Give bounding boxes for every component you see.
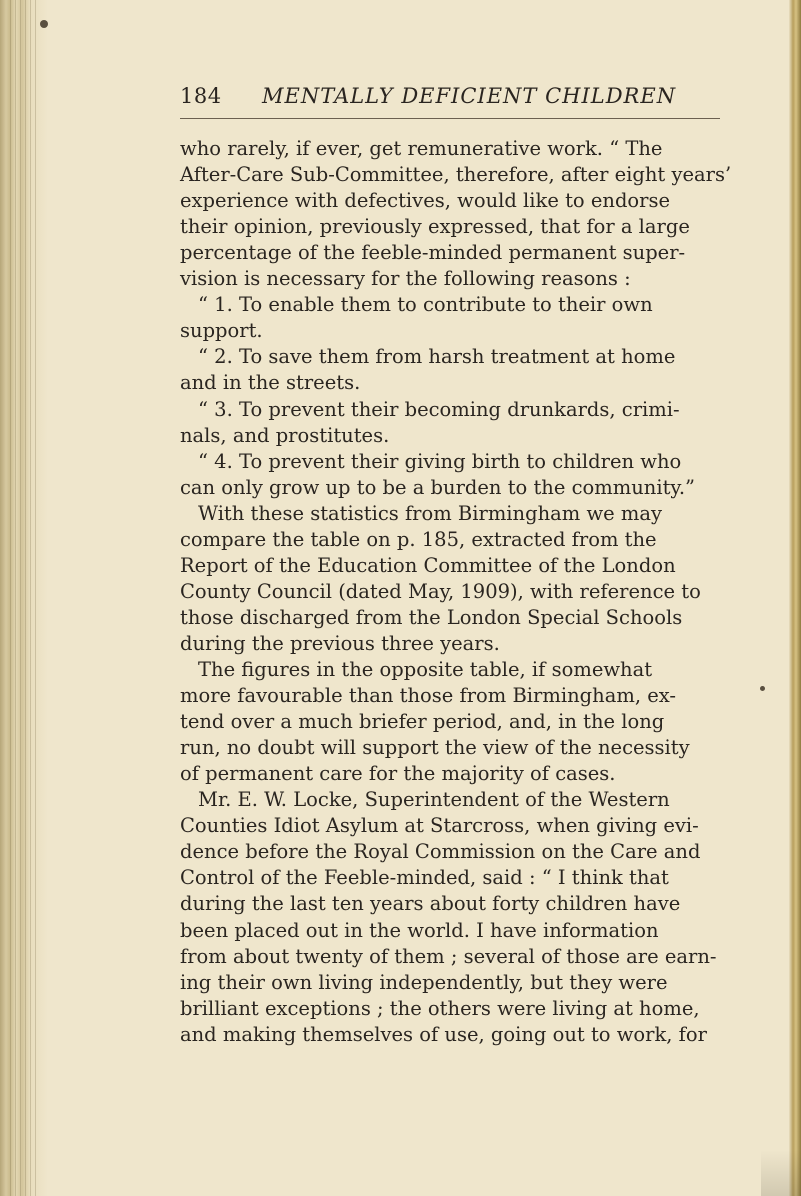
text-line: Counties Idiot Asylum at Starcross, when giving evi- bbox=[180, 814, 699, 838]
text-line: Mr. E. W. Locke, Superintendent of the Western bbox=[198, 788, 670, 812]
text-line: from about twenty of them ; several of those are earn- bbox=[180, 944, 717, 968]
text-line: who rarely, if ever, get remunerative work. “ The bbox=[180, 137, 663, 160]
text-line: Control of the Feeble-minded, said : “ I think that bbox=[180, 866, 669, 890]
running-head: MENTALLY DEFICIENT CHILDREN bbox=[262, 84, 677, 108]
text-line: can only grow up to be a burden to the community.” bbox=[180, 475, 696, 499]
text-line: of permanent care for the majority of cases. bbox=[180, 762, 616, 786]
text-line: nals, and prostitutes. bbox=[180, 423, 390, 447]
text-line: “ 2. To save them from harsh treatment at home bbox=[198, 345, 676, 369]
page-number: 184 bbox=[180, 84, 222, 108]
text-line: The figures in the opposite table, if somewhat bbox=[198, 658, 653, 681]
text-line: brilliant exceptions ; the others were living at home, bbox=[180, 996, 700, 1020]
text-line: “ 1. To enable them to contribute to their own bbox=[198, 293, 653, 317]
text-line: more favourable than those from Birmingham, ex- bbox=[180, 684, 676, 708]
text-line: support. bbox=[180, 319, 263, 343]
text-line: and in the streets. bbox=[180, 371, 361, 395]
text-line: percentage of the feeble-minded permanent super- bbox=[180, 241, 686, 265]
text-line: dence before the Royal Commission on the Care and bbox=[180, 840, 701, 864]
text-line: been placed out in the world. I have information bbox=[180, 918, 659, 942]
text-line: tend over a much briefer period, and, in the long bbox=[180, 710, 665, 734]
text-line: compare the table on p. 185, extracted from the bbox=[180, 527, 657, 551]
text-line: “ 3. To prevent their becoming drunkards, crimi- bbox=[198, 397, 680, 421]
text-line: experience with defectives, would like to endorse bbox=[180, 189, 671, 213]
text-line: With these statistics from Birmingham we may bbox=[198, 501, 663, 525]
text-line: during the previous three years. bbox=[180, 631, 500, 655]
text-line: run, no doubt will support the view of the necessity bbox=[180, 736, 690, 760]
text-line: and making themselves of use, going out to work, for bbox=[180, 1022, 707, 1046]
text-line: After-Care Sub-Committee, therefore, after eight years’ bbox=[180, 163, 732, 187]
text-line: ing their own living independently, but they were bbox=[180, 970, 668, 994]
text-line: Report of the Education Committee of the London bbox=[180, 553, 676, 577]
text-line: vision is necessary for the following reasons : bbox=[180, 267, 631, 291]
text-line: “ 4. To prevent their giving birth to children who bbox=[198, 449, 682, 473]
text-line: during the last ten years about forty children have bbox=[180, 892, 681, 916]
text-line: County Council (dated May, 1909), with reference to bbox=[180, 579, 701, 603]
header-rule bbox=[180, 118, 720, 119]
text-line: those discharged from the London Special Schools bbox=[180, 605, 683, 629]
text-line: their opinion, previously expressed, that for a large bbox=[180, 215, 690, 239]
